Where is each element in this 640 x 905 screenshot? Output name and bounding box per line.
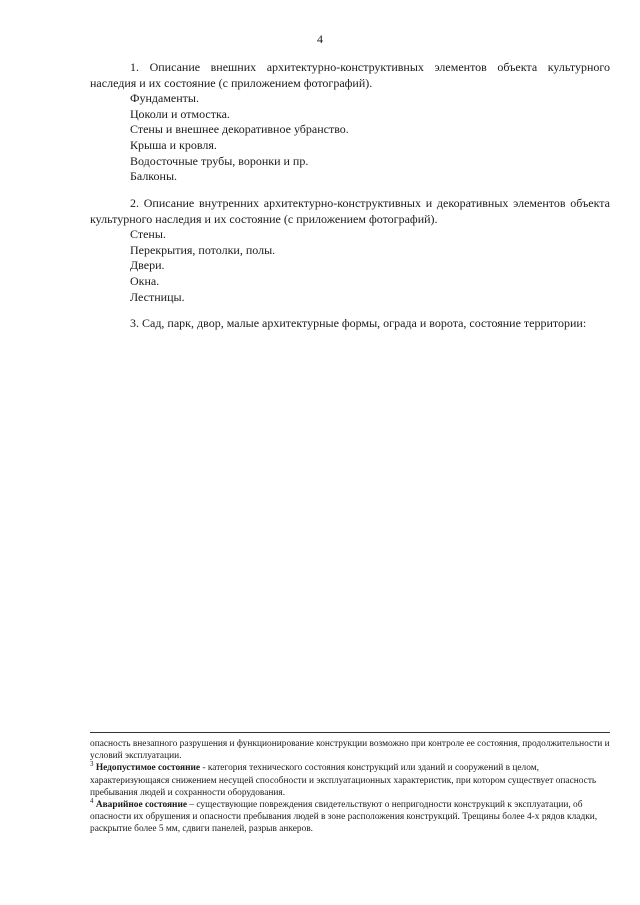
- page-number: 4: [317, 32, 323, 46]
- list-item: Фундаменты.: [130, 91, 199, 106]
- list-item: Цоколи и отмостка.: [130, 106, 230, 121]
- list-item: Двери.: [130, 258, 165, 273]
- section-heading: 3. Сад, парк, двор, малые архитектурные формы, ограда и ворота, состояние территории:: [130, 316, 587, 330]
- item-list: [90, 227, 610, 305]
- footnote-number: 3: [90, 760, 94, 769]
- footnote-term: Аварийное состояние: [95, 800, 188, 811]
- item-list: [90, 91, 610, 185]
- footnotes: [90, 738, 610, 836]
- footnote-number: 4: [90, 796, 94, 805]
- list-item: Крыша и кровля.: [130, 137, 217, 152]
- footnote-text: - категория технического состояния конструкций или зданий и сооружений в целом, характеризующаяся снижением несущей способности и эксплуатационных характеристик, при котором существует опасность пребывания людей и сохранности оборудования.: [90, 763, 597, 798]
- footnote-4: [90, 796, 610, 836]
- list-item: Водосточные трубы, воронки и пр.: [130, 153, 309, 168]
- section-territory: [90, 316, 610, 332]
- footnote-text: – существующие повреждения свидетельствуют о непригодности конструкций к эксплуатации, об опасности их обрушения и опасности пребывания людей в зоне расположения конструкций. Трещины более 4-х рядов кладки, раскрытие более 5 мм, сдвиги панелей, разрыв анкеров.: [90, 800, 598, 835]
- list-item: Стены.: [130, 227, 166, 242]
- section-heading: 2. Описание внутренних архитектурно-конструктивных и декоративных элементов объекта культурного наследия и их состояние (с приложением фотографий).: [90, 196, 610, 226]
- section-internal-elements: [90, 196, 610, 305]
- list-item: Балконы.: [130, 169, 178, 184]
- list-item: Стены и внешнее декоративное убранство.: [130, 122, 349, 137]
- footnote-continuation: опасность внезапного разрушения и функционирование конструкции возможно при контроле ее состояния, продолжительности и условий эксплуатации.: [90, 739, 610, 762]
- section-external-elements: [90, 60, 610, 185]
- list-item: Перекрытия, потолки, полы.: [130, 242, 276, 257]
- footnote-3: [90, 762, 610, 799]
- footnote-divider: [90, 732, 610, 733]
- section-heading: 1. Описание внешних архитектурно-конструктивных элементов объекта культурного наследия и их состояние (с приложением фотографий).: [90, 60, 610, 90]
- list-item: Лестницы.: [130, 289, 185, 304]
- list-item: Окна.: [130, 273, 160, 288]
- footnote-term: Недопустимое состояние: [95, 763, 201, 774]
